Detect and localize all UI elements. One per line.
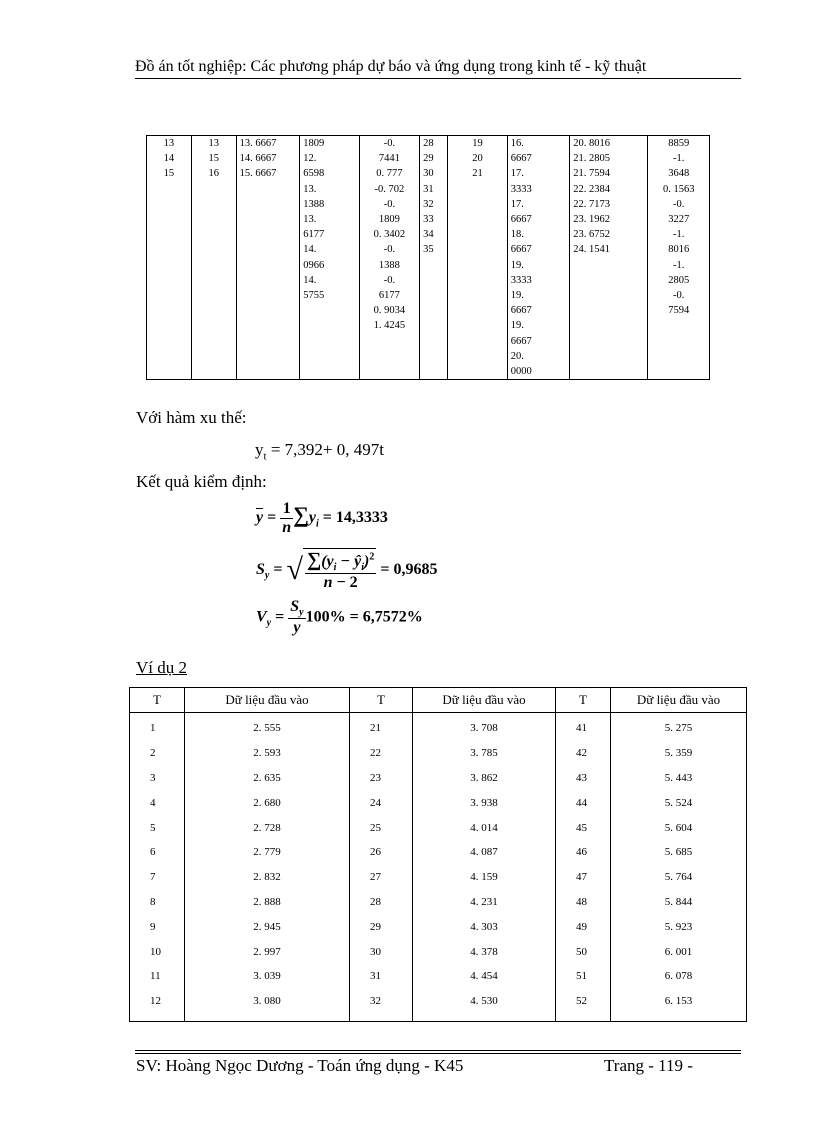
table-cell-value: 2. 997 — [185, 939, 350, 964]
table1-cell-line: 1388 — [378, 259, 400, 271]
table1-cell-line: 5755 — [303, 290, 325, 302]
table-cell-value: 4. 454 — [413, 964, 556, 989]
table1-cell-line: 21. 7594 — [573, 168, 610, 180]
trend-equation — [255, 440, 384, 462]
table1-cell-line: 21. 2805 — [573, 153, 610, 165]
table-cell-value: 5. 443 — [611, 766, 747, 791]
table-cell-value: 2. 728 — [185, 815, 350, 840]
table-cell-value: 4. 378 — [413, 939, 556, 964]
table1-col — [191, 136, 236, 380]
table-row — [130, 840, 747, 865]
table-cell-t: 48 — [556, 890, 611, 915]
table-cell-value: 4. 159 — [413, 865, 556, 890]
table-cell-value: 2. 945 — [185, 914, 350, 939]
header-input-3: Dữ liệu đầu vào — [611, 688, 747, 713]
table1-cell-line: 15 — [208, 153, 219, 165]
header-t-1: T — [130, 688, 185, 713]
table1-col — [359, 136, 419, 380]
table1-cell-line: 1. 4245 — [373, 320, 406, 332]
table-row — [130, 766, 747, 791]
table-cell-t: 2 — [130, 741, 185, 766]
table1-cell-line: 22. 2384 — [573, 183, 610, 195]
table-cell-t: 27 — [350, 865, 413, 890]
footer-author: SV: Hoàng Ngọc Dương - Toán ứng dụng - K45 — [136, 1056, 464, 1075]
ybar-value: = 14,3333 — [322, 509, 388, 527]
table-cell-t: 7 — [130, 865, 185, 890]
table1-cell-line: 8859 — [668, 138, 690, 149]
table1-cell-line: 3333 — [510, 274, 532, 286]
table-row — [130, 790, 747, 815]
table-cell-t: 42 — [556, 741, 611, 766]
table-cell-t: 50 — [556, 939, 611, 964]
table1-cell-line: 22. 7173 — [573, 198, 610, 210]
formula-sy: $S_y$ = √ $\frac{\sum(y_i - ŷ_i)^2}{n - 2}$ = 0,9685 — [256, 549, 438, 592]
table-cell-t: 28 — [350, 890, 413, 915]
table-row — [147, 136, 710, 380]
table1-cell-line: 12. — [303, 153, 317, 165]
table1-cell-line: 2805 — [668, 274, 690, 286]
table-cell-t: 11 — [130, 964, 185, 989]
table1-col — [448, 136, 507, 380]
table-row — [130, 914, 747, 939]
table1-cell-line: -0. 702 — [374, 183, 405, 195]
table-cell-t: 51 — [556, 964, 611, 989]
table1-cell-line: 0. 3402 — [373, 229, 406, 241]
table1-cell-line: 13 — [208, 138, 219, 149]
table1-cell-line: 6667 — [510, 305, 532, 317]
table-cell-t: 31 — [350, 964, 413, 989]
table-cell-value: 5. 844 — [611, 890, 747, 915]
table1-cell-line: -0. — [383, 274, 396, 286]
table1-col — [507, 136, 570, 380]
footer-rule — [135, 1050, 741, 1051]
table-cell-t: 52 — [556, 989, 611, 1021]
table-cell-value: 3. 862 — [413, 766, 556, 791]
input-data-table — [129, 687, 747, 1022]
table1-cell-line: 17. — [510, 198, 524, 210]
table1-cell-line: 17. — [510, 168, 524, 180]
footer-page-number: Trang - 119 - — [604, 1056, 693, 1075]
table-cell-value: 6. 153 — [611, 989, 747, 1021]
table-cell-value: 5. 604 — [611, 815, 747, 840]
table1-cell-line: -0. — [383, 244, 396, 256]
table1-cell-line: 3227 — [668, 214, 690, 226]
table-row — [130, 741, 747, 766]
table-cell-t: 24 — [350, 790, 413, 815]
table1-cell-line: 21 — [472, 168, 483, 180]
header-t-3: T — [556, 688, 611, 713]
table1-cell-line: -1. — [673, 259, 685, 271]
formula-ybar: $\overline{y}$ = $\frac{1}{n}$ $\sum y_i = 14,3333$ — [256, 500, 388, 536]
page-header: Đồ án tốt nghiệp: Các phương pháp dự báo và ứng dụng trong kinh tế - kỹ thuật — [135, 58, 647, 75]
table-cell-t: 5 — [130, 815, 185, 840]
table1-cell-line: -1. — [673, 153, 685, 165]
table-cell-value: 3. 785 — [413, 741, 556, 766]
table-cell-value: 5. 923 — [611, 914, 747, 939]
table-cell-t: 26 — [350, 840, 413, 865]
table-cell-t: 44 — [556, 790, 611, 815]
table1-cell-line: 1388 — [303, 198, 325, 210]
table1-cell-line: 0. 1563 — [662, 183, 695, 195]
table1-cell-line: 14. 6667 — [239, 153, 277, 165]
table1-cell-line: 13 — [163, 138, 175, 149]
table1-cell-line: 6177 — [378, 290, 400, 302]
table-cell-t: 6 — [130, 840, 185, 865]
table1-cell-line: 0. 9034 — [373, 305, 406, 317]
table-cell-value: 6. 001 — [611, 939, 747, 964]
table1-cell-line: 18. — [510, 229, 524, 241]
table1-cell-line: 35 — [423, 244, 434, 256]
table1-cell-line: 6667 — [510, 244, 532, 256]
table-cell-t: 49 — [556, 914, 611, 939]
header-rule — [135, 78, 741, 79]
example-title: Ví dụ 2 — [136, 658, 187, 677]
table1-cell-line: 29 — [423, 153, 434, 165]
table-cell-t: 45 — [556, 815, 611, 840]
table1-cell-line: 13. 6667 — [239, 138, 277, 149]
table1-cell-line: 16 — [208, 168, 219, 180]
table1-cell-line: 34 — [423, 229, 434, 241]
table1-cell-line: 20. — [510, 350, 524, 362]
table-cell-value: 3. 938 — [413, 790, 556, 815]
table1-cell-line: 6667 — [510, 153, 532, 165]
table-cell-t: 8 — [130, 890, 185, 915]
table-header-row — [130, 688, 747, 713]
trend-eq-rhs: = 7,392+ 0, 497t — [266, 440, 384, 459]
table-cell-t: 9 — [130, 914, 185, 939]
table1-cell-line: -0. — [383, 198, 396, 210]
table-cell-t: 10 — [130, 939, 185, 964]
table1-cell-line: 3648 — [668, 168, 690, 180]
table-cell-t: 32 — [350, 989, 413, 1021]
table1-col — [420, 136, 448, 380]
table-cell-t: 29 — [350, 914, 413, 939]
table1-col — [648, 136, 710, 380]
table1-cell-line: 23. 1962 — [573, 214, 610, 226]
table-cell-value: 4. 303 — [413, 914, 556, 939]
table1-cell-line: -1. — [673, 229, 685, 241]
table1-cell-line: 15. 6667 — [239, 168, 277, 180]
table-cell-value: 5. 524 — [611, 790, 747, 815]
trend-label: Với hàm xu thế: — [136, 408, 247, 427]
table1-cell-line: 33 — [423, 214, 434, 226]
table-cell-t: 4 — [130, 790, 185, 815]
table-cell-t: 30 — [350, 939, 413, 964]
table-cell-value: 3. 039 — [185, 964, 350, 989]
table1-cell-line: 23. 6752 — [573, 229, 610, 241]
table1-cell-line: 31 — [423, 183, 434, 195]
table-row — [130, 865, 747, 890]
table-cell-t: 41 — [556, 713, 611, 741]
table1-cell-line: 7594 — [668, 305, 690, 317]
table1-cell-line: 6667 — [510, 214, 532, 226]
table1-cell-line: 6177 — [303, 229, 325, 241]
table1-cell-line: 0. 777 — [376, 168, 403, 180]
table1-cell-line: 19. — [510, 290, 524, 302]
table-cell-value: 6. 078 — [611, 964, 747, 989]
table1-cell-line: 32 — [423, 198, 434, 210]
table-row — [130, 713, 747, 741]
table1-cell-line: 20 — [472, 153, 483, 165]
table1-cell-line: -0. — [383, 138, 396, 149]
table1-cell-line: -0. — [673, 290, 685, 302]
table1-cell-line: 7441 — [378, 153, 400, 165]
table-cell-value: 4. 014 — [413, 815, 556, 840]
table1-col — [147, 136, 192, 380]
table-cell-t: 12 — [130, 989, 185, 1021]
sy-value: = 0,9685 — [380, 560, 438, 578]
table-cell-value: 3. 708 — [413, 713, 556, 741]
table1-cell-line: 13. — [303, 214, 317, 226]
table1-col — [300, 136, 359, 380]
test-label: Kết quả kiểm định: — [136, 472, 267, 491]
table-row — [130, 939, 747, 964]
table1-cell-line: 13. — [303, 183, 317, 195]
residual-table — [146, 135, 710, 380]
table-cell-t: 1 — [130, 713, 185, 741]
table1-cell-line: 1809 — [303, 138, 325, 149]
table-cell-value: 5. 685 — [611, 840, 747, 865]
table1-col — [236, 136, 300, 380]
table1-cell-line: 3333 — [510, 183, 532, 195]
table-cell-t: 25 — [350, 815, 413, 840]
table-cell-t: 47 — [556, 865, 611, 890]
table-cell-value: 4. 530 — [413, 989, 556, 1021]
table1-cell-line: 15 — [163, 168, 175, 180]
table1-cell-line: 30 — [423, 168, 434, 180]
table-row — [130, 890, 747, 915]
header-input-2: Dữ liệu đầu vào — [413, 688, 556, 713]
table-cell-value: 2. 555 — [185, 713, 350, 741]
formula-vy: $V_y$ = $\frac{S_y}{y}$ 100% = 6,7572% — [256, 598, 423, 637]
table-cell-value: 2. 779 — [185, 840, 350, 865]
table1-col — [570, 136, 648, 380]
table1-cell-line: 8016 — [668, 244, 690, 256]
table1-cell-line: 0000 — [510, 366, 532, 378]
footer-rule — [135, 1053, 741, 1054]
table-cell-value: 4. 087 — [413, 840, 556, 865]
table-cell-value: 2. 680 — [185, 790, 350, 815]
trend-eq-lhs: y — [255, 440, 264, 459]
trend-eq-sub: t — [263, 450, 267, 463]
table-row — [130, 989, 747, 1021]
table-cell-t: 22 — [350, 741, 413, 766]
table-cell-t: 46 — [556, 840, 611, 865]
table1-cell-line: 19. — [510, 259, 524, 271]
table1-cell-line: 19 — [472, 138, 483, 149]
table-row — [130, 815, 747, 840]
table-row — [130, 964, 747, 989]
table-cell-value: 5. 359 — [611, 741, 747, 766]
table2-body — [130, 713, 747, 1022]
header-input-1: Dữ liệu đầu vào — [185, 688, 350, 713]
table-cell-value: 5. 275 — [611, 713, 747, 741]
table-cell-value: 2. 832 — [185, 865, 350, 890]
table1-cell-line: 19. — [510, 320, 524, 332]
table-cell-t: 3 — [130, 766, 185, 791]
table1-cell-line: 16. — [510, 138, 524, 149]
table-cell-value: 5. 764 — [611, 865, 747, 890]
vy-value: 100% = 6,7572% — [305, 608, 423, 626]
table-cell-value: 2. 888 — [185, 890, 350, 915]
table-cell-t: 21 — [350, 713, 413, 741]
table1-cell-line: -0. — [673, 198, 685, 210]
table1-cell-line: 14. — [303, 274, 317, 286]
table-cell-value: 3. 080 — [185, 989, 350, 1021]
table-cell-value: 2. 635 — [185, 766, 350, 791]
table1-cell-line: 14 — [163, 153, 175, 165]
table1-cell-line: 0966 — [303, 259, 325, 271]
table1-cell-line: 20. 8016 — [573, 138, 610, 149]
table1-cell-line: 6598 — [303, 168, 325, 180]
table1-cell-line: 14. — [303, 244, 317, 256]
table1-cell-line: 1809 — [378, 214, 400, 226]
table-cell-t: 43 — [556, 766, 611, 791]
table1-cell-line: 24. 1541 — [573, 244, 610, 256]
table1-cell-line: 6667 — [510, 335, 532, 347]
table-cell-value: 4. 231 — [413, 890, 556, 915]
table-cell-value: 2. 593 — [185, 741, 350, 766]
table-cell-t: 23 — [350, 766, 413, 791]
header-t-2: T — [350, 688, 413, 713]
table1-cell-line: 28 — [423, 138, 434, 149]
